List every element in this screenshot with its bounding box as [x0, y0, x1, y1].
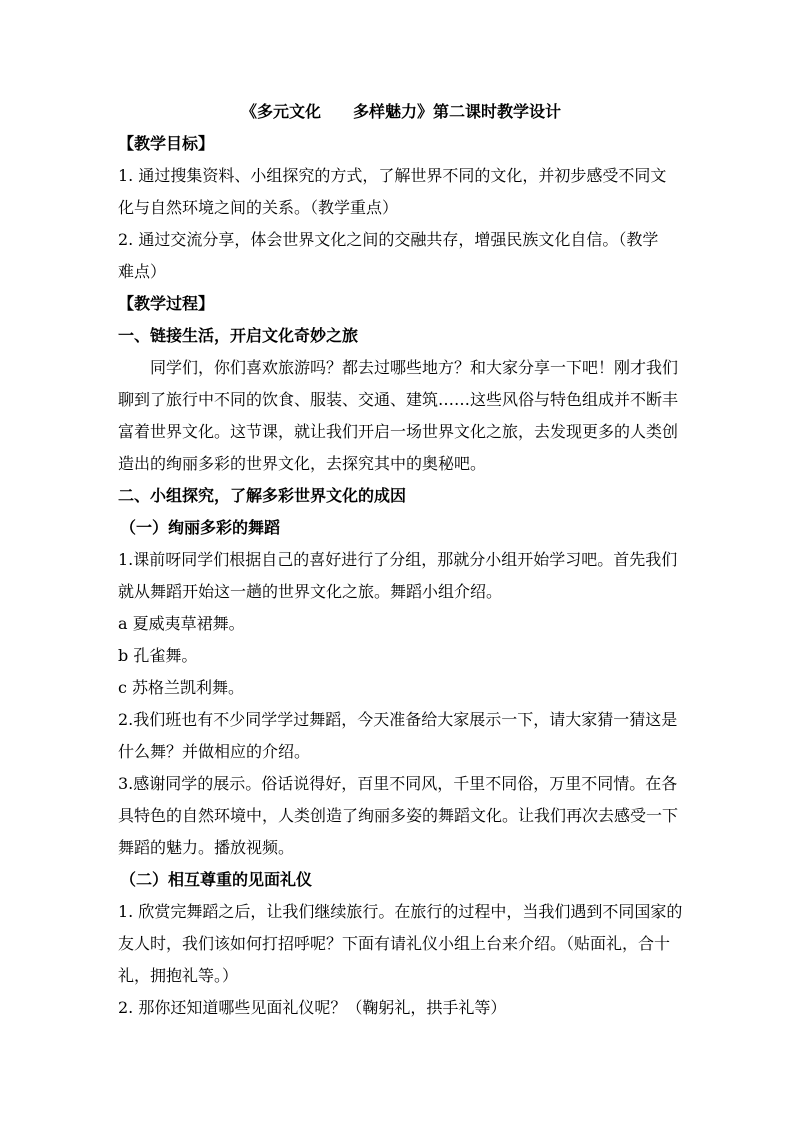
section-heading-process: 【教学过程】 — [118, 294, 215, 313]
subsection-2-item-1-line-1: 1. 欣赏完舞蹈之后，让我们继续旅行。在旅行的过程中，当我们遇到不同国家的 — [118, 902, 683, 921]
subsection-2-item-1-line-2: 友人时，我们该如何打招呼呢？下面有请礼仪小组上台来介绍。（贴面礼，合十 — [118, 934, 671, 953]
part-1-paragraph-line-3: 富着世界文化。这节课，就让我们开启一场世界文化之旅，去发现更多的人类创 — [118, 422, 679, 441]
section-heading-goals: 【教学目标】 — [118, 134, 215, 153]
subsection-2-item-2: 2. 那你还知道哪些见面礼仪呢？（鞠躬礼，拱手礼等） — [118, 998, 507, 1017]
subsection-2-heading: （二）相互尊重的见面礼仪 — [120, 870, 313, 889]
subsection-1-item-a: a 夏威夷草裙舞。 — [118, 614, 245, 633]
goal-1-line-2: 化与自然环境之间的关系。（教学重点） — [118, 198, 399, 217]
part-1-paragraph-line-4: 造出的绚丽多彩的世界文化，去探究其中的奥秘吧。 — [118, 454, 487, 473]
subsection-1-item-2-line-1: 2.我们班也有不少同学学过舞蹈，今天准备给大家展示一下，请大家猜一猜这是 — [118, 710, 678, 729]
subsection-1-item-3-line-2: 具特色的自然环境中，人类创造了绚丽多姿的舞蹈文化。让我们再次去感受一下 — [118, 806, 679, 825]
subsection-1-item-1-line-1: 1.课前呀同学们根据自己的喜好进行了分组，那就分小组开始学习吧。首先我们 — [118, 550, 678, 569]
subsection-1-item-2-line-2: 什么舞？并做相应的介绍。 — [118, 742, 311, 761]
part-1-heading: 一、链接生活，开启文化奇妙之旅 — [118, 326, 359, 345]
subsection-1-item-1-line-2: 就从舞蹈开始这一趟的世界文化之旅。舞蹈小组介绍。 — [118, 582, 503, 601]
subsection-1-item-3-line-1: 3.感谢同学的展示。俗话说得好，百里不同风，千里不同俗，万里不同情。在各 — [118, 774, 678, 793]
goal-2-line-2: 难点） — [118, 262, 167, 281]
subsection-1-heading: （一）绚丽多彩的舞蹈 — [120, 518, 281, 537]
part-1-paragraph-line-2: 聊到了旅行中不同的饮食、服装、交通、建筑……这些风俗与特色组成并不断丰 — [118, 390, 679, 409]
goal-1-line-1: 1. 通过搜集资料、小组探究的方式，了解世界不同的文化，并初步感受不同文 — [118, 166, 667, 185]
subsection-1-item-b: b 孔雀舞。 — [118, 646, 198, 665]
document-title: 《多元文化 多样魅力》第二课时教学设计 — [240, 102, 561, 121]
part-1-paragraph-line-1: 同学们，你们喜欢旅游吗？都去过哪些地方？和大家分享一下吧！刚才我们 — [150, 358, 679, 377]
lesson-plan-document — [118, 96, 683, 1024]
part-2-heading: 二、小组探究，了解多彩世界文化的成因 — [118, 486, 407, 505]
subsection-1-item-c: c 苏格兰凯利舞。 — [118, 678, 245, 697]
goal-2-line-1: 2. 通过交流分享，体会世界文化之间的交融共存，增强民族文化自信。（教学 — [118, 230, 659, 249]
subsection-1-item-3-line-3: 舞蹈的魅力。播放视频。 — [118, 838, 295, 857]
subsection-2-item-1-line-3: 礼，拥抱礼等。） — [118, 966, 239, 985]
